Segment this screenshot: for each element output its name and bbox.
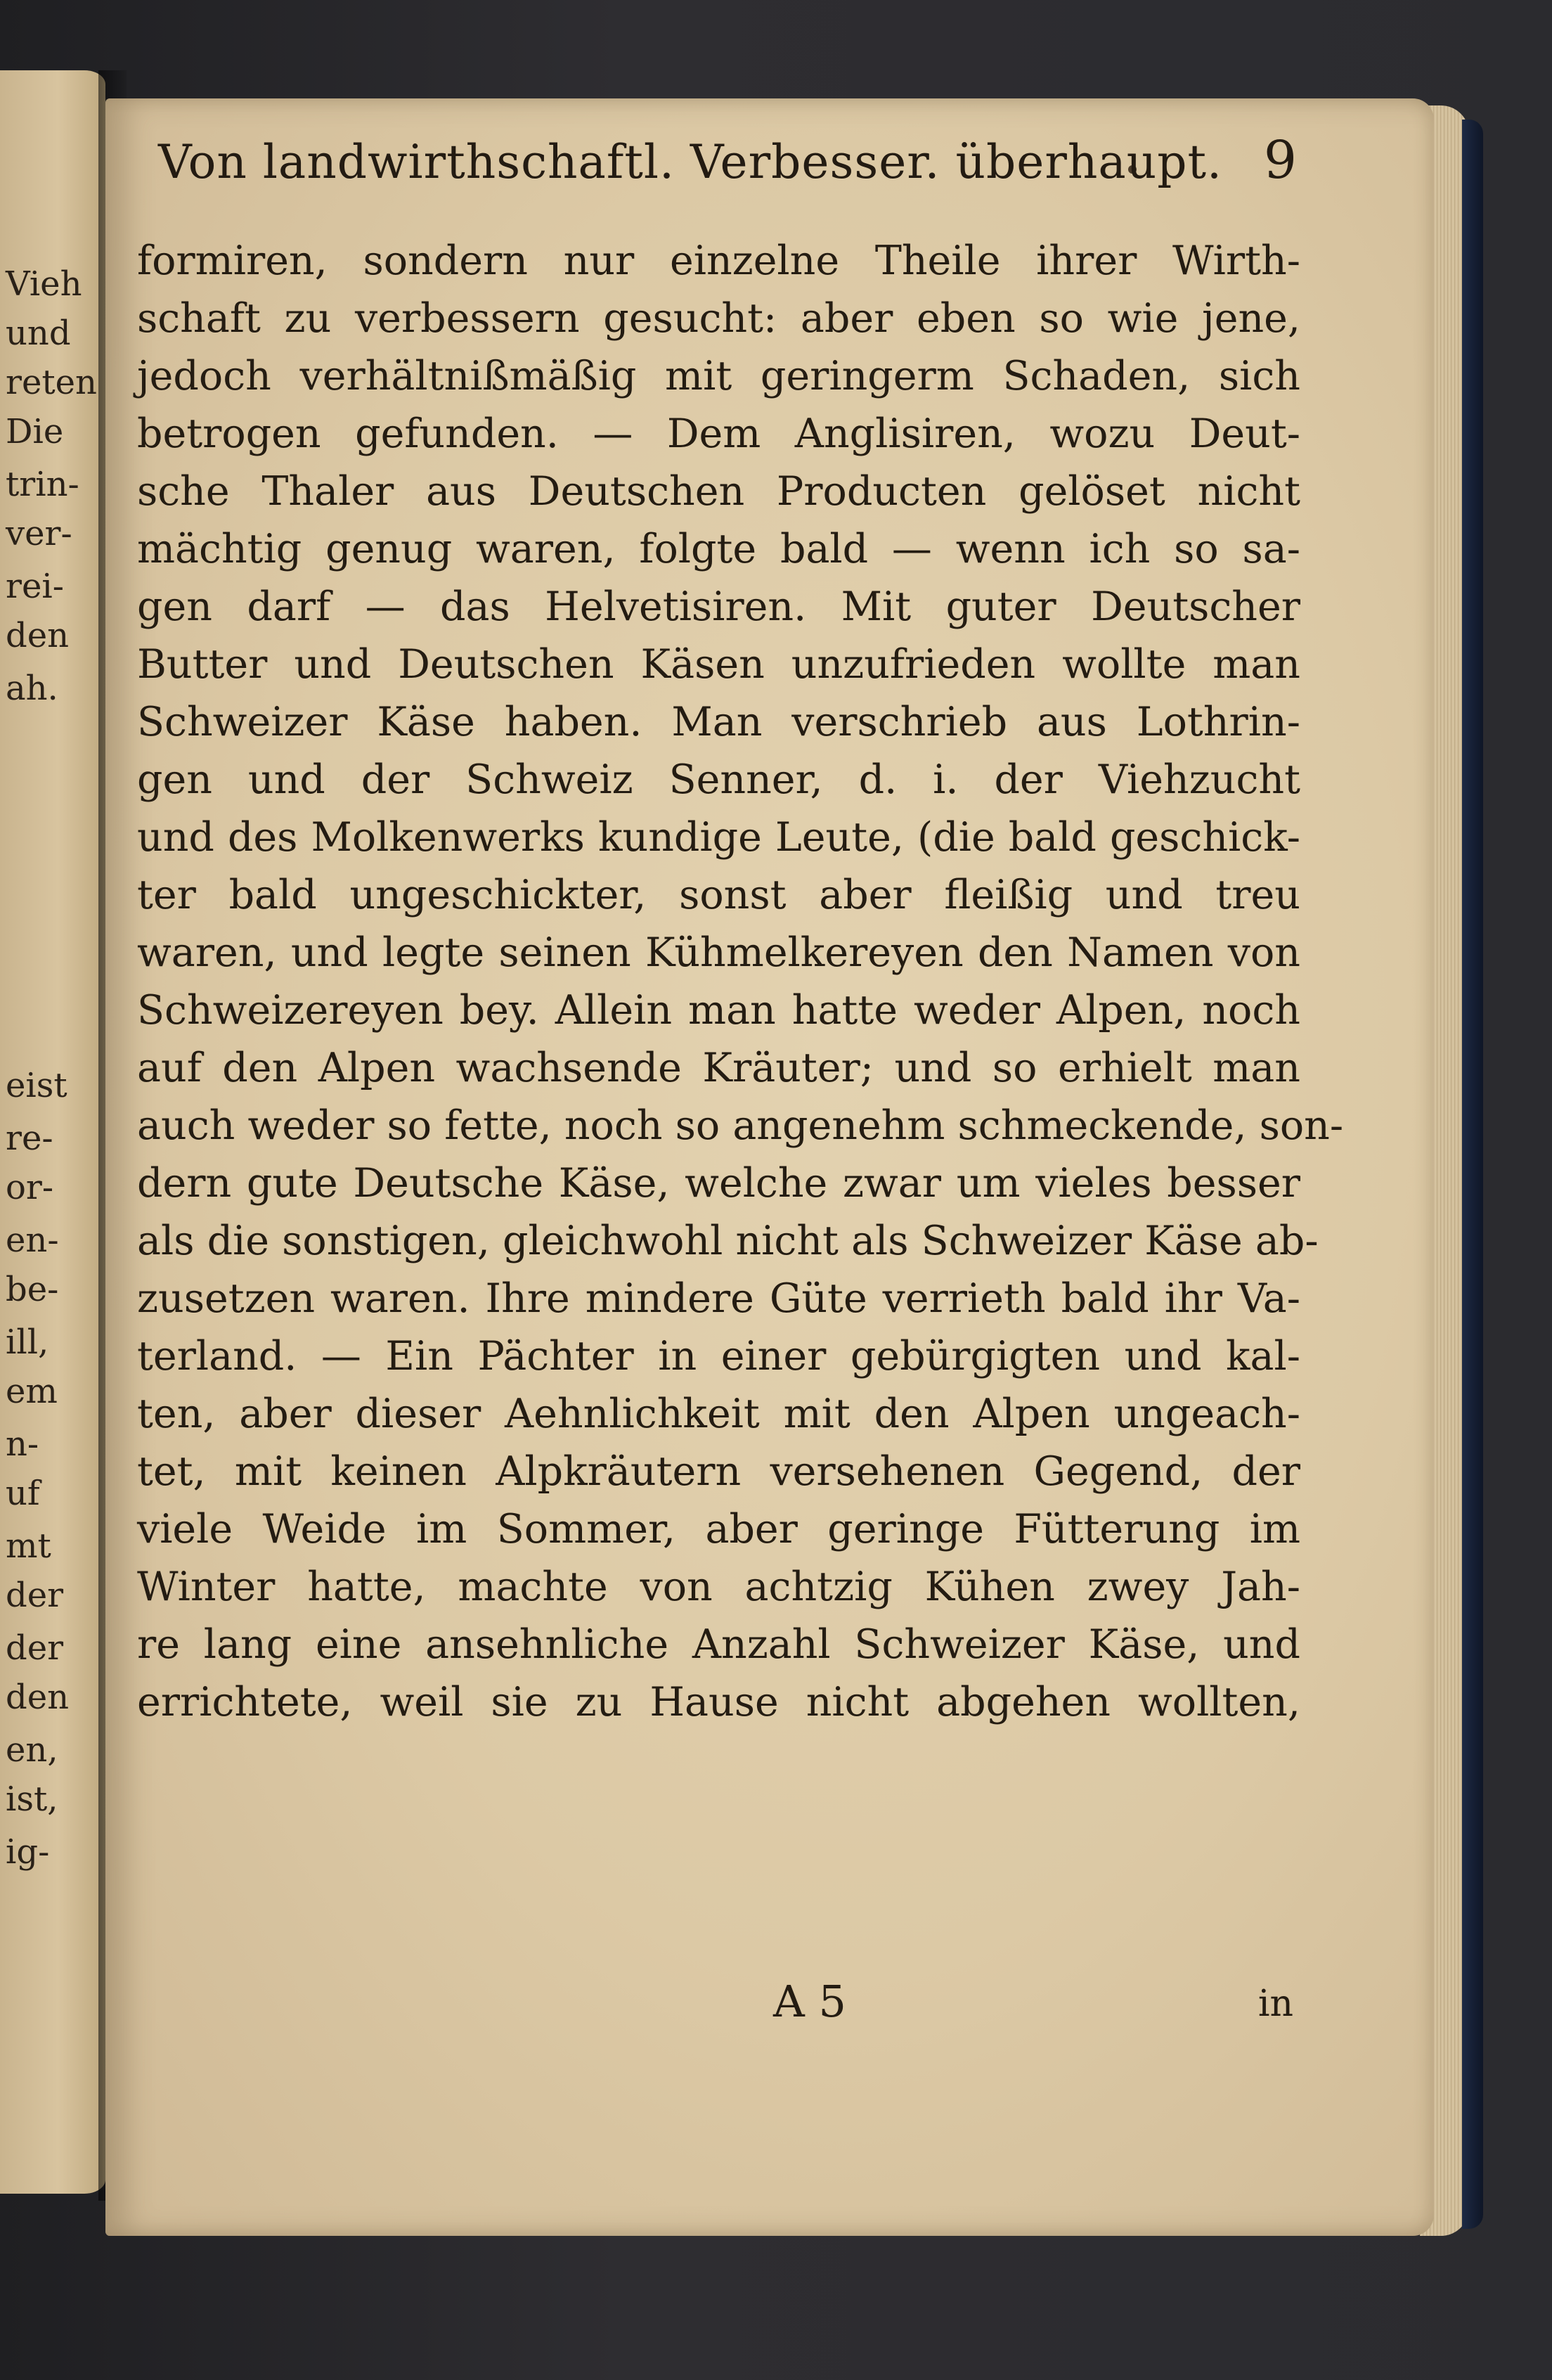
left-page-fragment: und	[6, 314, 71, 353]
text-line: und des Molkenwerks kundige Leute, (die bald geschick-	[137, 814, 1300, 861]
text-line: schaft zu verbessern gesucht: aber eben so wie jene,	[137, 295, 1300, 342]
text-line: gen und der Schweiz Senner, d. i. der Viehzucht	[137, 757, 1300, 803]
left-page-fragment: Vieh	[6, 264, 82, 304]
left-page-fragment: eist	[6, 1066, 67, 1105]
left-page-fragment: uf	[6, 1474, 40, 1513]
text-line: waren, und legte seinen Kühmelkereyen den Namen von	[137, 930, 1300, 976]
left-page-fragment: den	[6, 616, 70, 655]
text-line: tet, mit keinen Alpkräutern versehenen Gegend, der	[137, 1448, 1300, 1495]
left-page-fragment: or-	[6, 1168, 54, 1207]
text-line: viele Weide im Sommer, aber geringe Fütterung im	[137, 1506, 1300, 1552]
text-line: zusetzen waren. Ihre mindere Güte verrieth bald ihr Va-	[137, 1275, 1300, 1322]
left-page-fragment: ver-	[6, 514, 72, 553]
text-line: errichtete, weil sie zu Hause nicht abgehen wollten,	[137, 1679, 1300, 1725]
text-line: Schweizereyen bey. Allein man hatte weder Alpen, noch	[137, 987, 1300, 1034]
text-line: ten, aber dieser Aehnlichkeit mit den Alpen ungeach-	[137, 1391, 1300, 1437]
left-page-fragment: em	[6, 1372, 58, 1411]
left-page-fragment: rei-	[6, 567, 64, 606]
running-head-title: Von landwirthschaftl. Verbesser. überhaupt.	[158, 135, 1222, 189]
text-line: dern gute Deutsche Käse, welche zwar um vieles besser	[137, 1160, 1300, 1207]
text-line: Winter hatte, machte von achtzig Kühen zwey Jah-	[137, 1564, 1300, 1610]
text-line: re lang eine ansehnliche Anzahl Schweizer Käse, und	[137, 1621, 1300, 1668]
text-line: auf den Alpen wachsende Kräuter; und so erhielt man	[137, 1045, 1300, 1091]
book-cover-edge	[1462, 120, 1483, 2229]
left-facing-page	[0, 70, 105, 2194]
left-page-text-fragments	[0, 70, 105, 2194]
text-line: ter bald ungeschickter, sonst aber fleißig und treu	[137, 872, 1300, 918]
text-line: als die sonstigen, gleichwohl nicht als Schweizer Käse ab-	[137, 1218, 1319, 1264]
left-page-fragment: ill,	[6, 1323, 49, 1362]
text-line: gen darf — das Helvetisiren. Mit guter Deutscher	[137, 584, 1300, 630]
left-page-fragment: ig-	[6, 1832, 50, 1872]
left-page-fragment: be-	[6, 1270, 59, 1309]
left-page-fragment: der	[6, 1576, 64, 1615]
left-page-fragment: der	[6, 1628, 64, 1668]
text-line: jedoch verhältnißmäßig mit geringerm Schaden, sich	[137, 353, 1300, 399]
left-page-fragment: en,	[6, 1730, 58, 1770]
left-page-fragment: re-	[6, 1119, 53, 1158]
text-line: Schweizer Käse haben. Man verschrieb aus Lothrin-	[137, 699, 1300, 745]
text-line: betrogen gefunden. — Dem Anglisiren, wozu Deut-	[137, 411, 1300, 457]
signature-mark: A 5	[773, 1976, 846, 2027]
left-page-fragment: trin-	[6, 465, 79, 504]
text-line: Butter und Deutschen Käsen unzufrieden wollte man	[137, 641, 1300, 688]
left-page-fragment: ist,	[6, 1780, 58, 1819]
text-line: sche Thaler aus Deutschen Producten gelöset nicht	[137, 468, 1300, 515]
body-text	[137, 232, 1344, 1976]
left-page-fragment: reten	[6, 363, 97, 402]
left-page-fragment: en-	[6, 1221, 59, 1260]
left-page-fragment: mt	[6, 1526, 51, 1566]
left-page-fragment: Die	[6, 412, 64, 451]
page-footer	[137, 1976, 1300, 2046]
text-line: terland. — Ein Pächter in einer gebürgigten und kal-	[137, 1333, 1300, 1379]
text-line: mächtig genug waren, folgte bald — wenn ich so sa-	[137, 526, 1300, 572]
left-page-fragment: n-	[6, 1424, 39, 1464]
page-number: 9	[1263, 130, 1297, 191]
left-page-fragment: ah.	[6, 669, 58, 708]
text-line: formiren, sondern nur einzelne Theile ihrer Wirth-	[137, 238, 1300, 284]
catchword: in	[1257, 1983, 1293, 2025]
text-line: auch weder so fette, noch so angenehm schmeckende, son-	[137, 1102, 1344, 1149]
running-head	[158, 130, 1297, 207]
left-page-fragment: den	[6, 1678, 70, 1717]
